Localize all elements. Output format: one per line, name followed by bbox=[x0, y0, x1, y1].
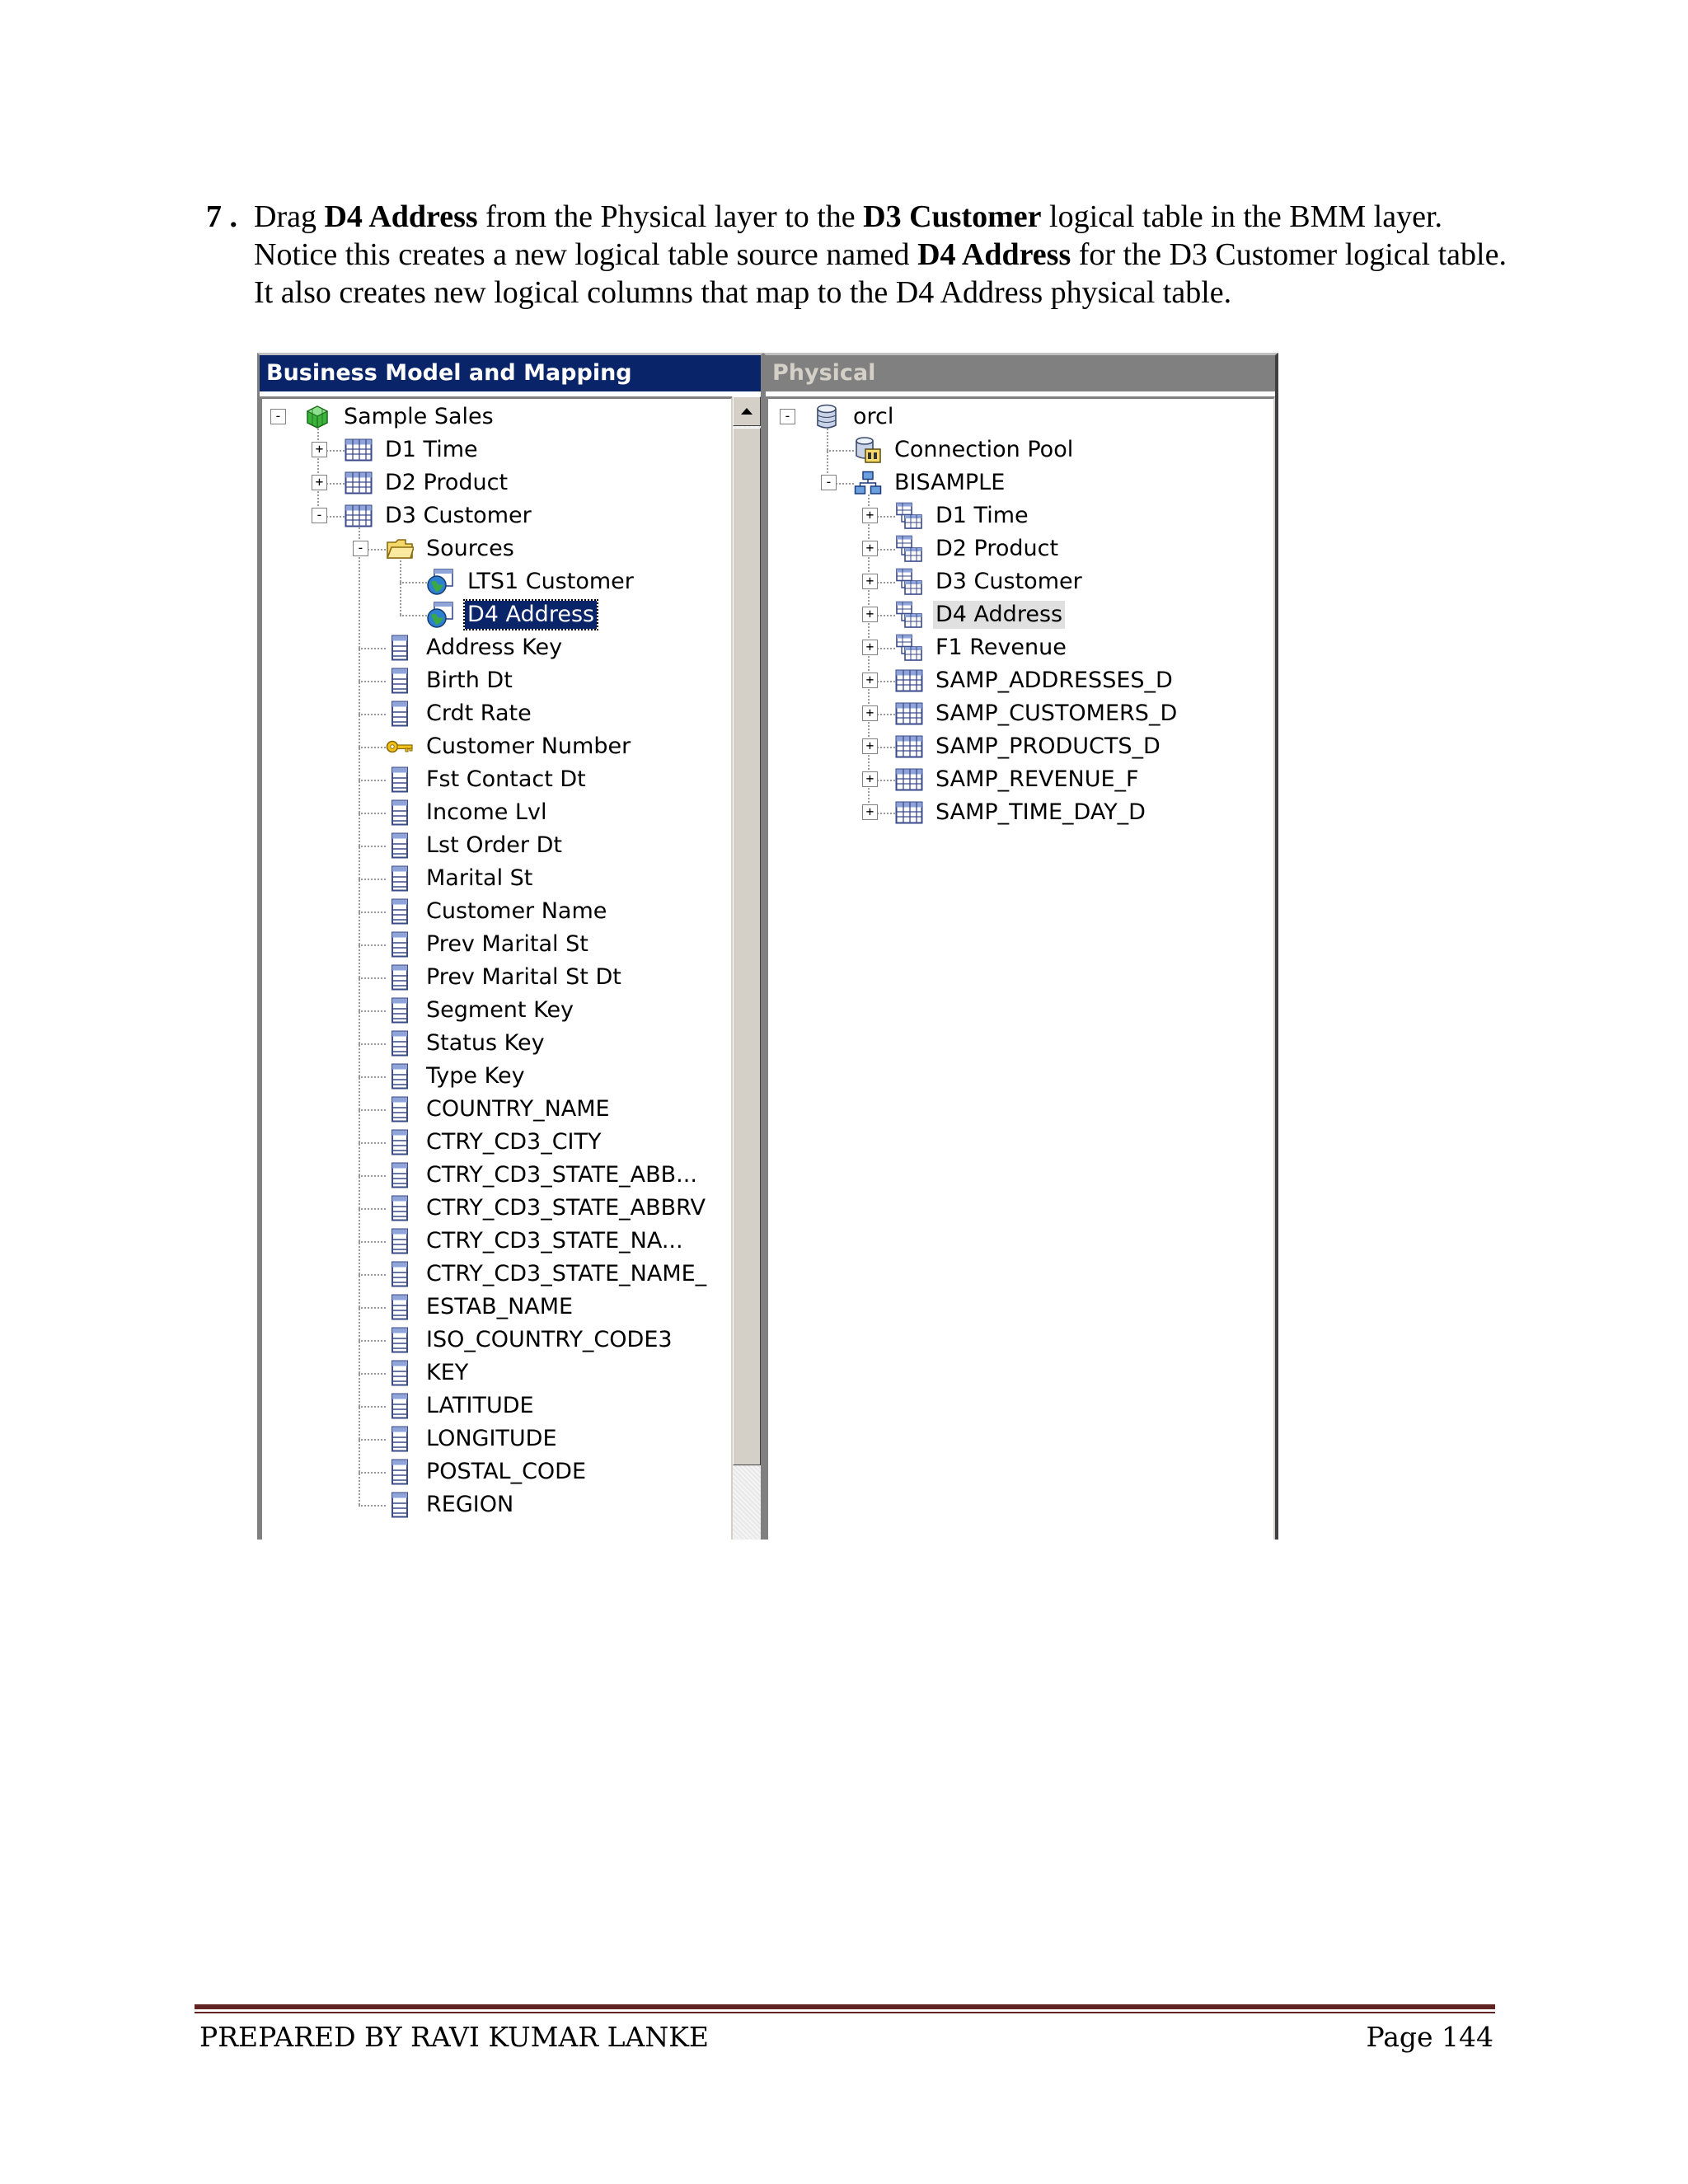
bmm-tree-item-label: Birth Dt bbox=[426, 668, 513, 693]
physical-tree-item-label: BISAMPLE bbox=[894, 470, 1006, 495]
bmm-tree-item-label: Type Key bbox=[426, 1063, 525, 1089]
step-text-run: Drag bbox=[254, 199, 325, 234]
physical-tree-item[interactable] bbox=[895, 697, 1179, 730]
collapse-icon[interactable]: - bbox=[312, 508, 327, 523]
connection-pool-icon bbox=[854, 436, 882, 464]
bmm-tree-item[interactable] bbox=[427, 598, 597, 631]
tree-connector bbox=[359, 681, 386, 682]
bmm-tree-item-label: D3 Customer bbox=[385, 503, 532, 528]
bmm-tree-item[interactable] bbox=[386, 1060, 528, 1093]
column-icon bbox=[386, 1491, 414, 1519]
tree-connector bbox=[359, 912, 386, 913]
step-text-run: for the D3 Customer logical table. It also creates new logical columns that map to the D4 Address physical table. bbox=[254, 237, 1507, 310]
step-text-run: logical table in the BMM layer. Notice this creates a new logical table source named bbox=[254, 199, 1443, 272]
physical-tree-item-label: SAMP_CUSTOMERS_D bbox=[935, 701, 1178, 726]
scroll-up-button[interactable] bbox=[733, 396, 761, 426]
bmm-tree-item[interactable] bbox=[386, 1291, 575, 1324]
bmm-tree-item-label: Prev Marital St Dt bbox=[426, 964, 621, 990]
bmm-tree-item[interactable] bbox=[386, 1126, 604, 1159]
logical-table-icon bbox=[345, 436, 373, 464]
tree-connector bbox=[359, 1505, 386, 1507]
bmm-tree-item[interactable] bbox=[386, 829, 565, 862]
bmm-tree-item[interactable] bbox=[386, 1093, 612, 1126]
bmm-tree-item-label: Customer Name bbox=[426, 898, 607, 924]
bmm-tree-item-label: D1 Time bbox=[385, 437, 478, 462]
column-icon bbox=[386, 667, 414, 695]
physical-tree-item-label: D1 Time bbox=[935, 503, 1029, 528]
collapse-icon[interactable]: - bbox=[780, 409, 795, 424]
column-icon bbox=[386, 634, 414, 662]
column-icon bbox=[386, 1194, 414, 1222]
bmm-tree-item-label: POSTAL_CODE bbox=[426, 1459, 587, 1484]
folder-icon bbox=[386, 535, 414, 563]
bmm-tree-item-label: Lst Order Dt bbox=[426, 832, 562, 858]
tree-connector bbox=[400, 582, 427, 583]
bmm-tree-item-label: CTRY_CD3_STATE_ABBRV bbox=[426, 1195, 706, 1221]
physical-tree-item-label: D4 Address bbox=[933, 601, 1065, 629]
table-source-icon bbox=[427, 568, 455, 596]
bmm-pane bbox=[257, 353, 763, 1540]
physical-tree-item-label: orcl bbox=[853, 404, 894, 429]
expand-icon[interactable]: + bbox=[862, 771, 878, 787]
physical-tree-item[interactable] bbox=[895, 565, 1085, 598]
bmm-tree-item-label: REGION bbox=[426, 1492, 514, 1517]
footer-author: PREPARED BY RAVI KUMAR LANKE bbox=[199, 2021, 709, 2053]
bmm-scrollbar[interactable] bbox=[732, 396, 761, 1540]
bmm-tree-item[interactable] bbox=[386, 664, 515, 697]
alias-table-icon bbox=[895, 568, 923, 596]
bmm-tree-item-label: LATITUDE bbox=[426, 1393, 534, 1418]
physical-table-icon bbox=[895, 700, 923, 728]
bmm-tree-item-label: CTRY_CD3_CITY bbox=[426, 1129, 602, 1155]
bmm-tree-item-label: CTRY_CD3_STATE_NAME_ bbox=[426, 1261, 707, 1286]
column-icon bbox=[386, 700, 414, 728]
logical-table-icon bbox=[345, 502, 373, 530]
bmm-tree-item-label: Crdt Rate bbox=[426, 701, 532, 726]
column-icon bbox=[386, 930, 414, 958]
tree-connector bbox=[359, 1340, 386, 1342]
tree-connector bbox=[359, 1406, 386, 1408]
physical-tree-item-label: SAMP_PRODUCTS_D bbox=[935, 733, 1160, 759]
column-icon bbox=[386, 1260, 414, 1288]
expand-icon[interactable]: + bbox=[862, 508, 878, 523]
bmm-tree-item[interactable] bbox=[386, 1324, 675, 1357]
column-icon bbox=[386, 799, 414, 827]
bmm-tree-item[interactable] bbox=[386, 928, 591, 961]
column-icon bbox=[386, 832, 414, 860]
tree-connector bbox=[359, 846, 386, 847]
physical-tree-item[interactable] bbox=[854, 434, 1076, 466]
physical-pane bbox=[763, 353, 1278, 1540]
tree-connector bbox=[359, 1142, 386, 1144]
physical-table-icon bbox=[895, 733, 923, 761]
tree-connector bbox=[359, 780, 386, 781]
key-icon bbox=[386, 733, 414, 761]
bmm-tree-item-label: D2 Product bbox=[385, 470, 509, 495]
bmm-tree-item-label: Customer Number bbox=[426, 733, 631, 759]
expand-icon[interactable]: + bbox=[862, 541, 878, 556]
physical-tree-item[interactable] bbox=[813, 401, 896, 434]
physical-tree-item[interactable] bbox=[895, 763, 1142, 796]
step-text-run: from the Physical layer to the bbox=[477, 199, 864, 234]
column-icon bbox=[386, 1095, 414, 1123]
tree-connector bbox=[359, 747, 386, 748]
bmm-tree-item[interactable] bbox=[386, 796, 549, 829]
column-icon bbox=[386, 766, 414, 794]
bmm-tree-item-label: Address Key bbox=[426, 635, 563, 660]
bmm-tree-item-label: COUNTRY_NAME bbox=[426, 1096, 610, 1122]
expand-icon[interactable]: + bbox=[312, 442, 327, 457]
physical-tree-item[interactable] bbox=[895, 532, 1061, 565]
tree-connector bbox=[359, 714, 386, 715]
step-text-bold: D4 Address bbox=[917, 237, 1071, 272]
column-icon bbox=[386, 1425, 414, 1453]
business-model-icon bbox=[303, 403, 331, 431]
expand-icon[interactable]: + bbox=[862, 640, 878, 655]
physical-tree-item-label: D3 Customer bbox=[935, 569, 1082, 594]
column-icon bbox=[386, 1326, 414, 1354]
column-icon bbox=[386, 1227, 414, 1255]
bmm-tree-item-label: Income Lvl bbox=[426, 799, 547, 825]
tree-connector bbox=[359, 1208, 386, 1210]
tree-connector bbox=[359, 977, 386, 979]
bmm-tree-item[interactable] bbox=[386, 961, 624, 994]
column-icon bbox=[386, 1359, 414, 1387]
column-icon bbox=[386, 1458, 414, 1486]
column-icon bbox=[386, 865, 414, 893]
arrow-up-icon bbox=[740, 407, 753, 415]
scroll-thumb[interactable] bbox=[733, 428, 761, 1465]
bmm-tree-item[interactable] bbox=[386, 994, 576, 1027]
bmm-tree-item[interactable] bbox=[386, 1390, 537, 1422]
bmm-tree-item[interactable] bbox=[386, 763, 588, 796]
bmm-tree-item[interactable] bbox=[386, 1455, 588, 1488]
column-icon bbox=[386, 1062, 414, 1090]
tree-connector bbox=[359, 813, 386, 814]
column-icon bbox=[386, 1161, 414, 1189]
tree-connector bbox=[359, 1010, 386, 1012]
bmm-tree-item[interactable] bbox=[386, 1192, 708, 1225]
bmm-tree-item[interactable] bbox=[345, 499, 534, 532]
tree-connector bbox=[359, 1043, 386, 1045]
alias-table-icon bbox=[895, 634, 923, 662]
tree-connector bbox=[359, 648, 386, 649]
bmm-tree-item[interactable] bbox=[386, 730, 633, 763]
bmm-tree-item-label: D4 Address bbox=[465, 601, 597, 629]
expand-icon[interactable]: + bbox=[862, 607, 878, 622]
bmm-tree-item-label: Prev Marital St bbox=[426, 931, 588, 957]
bmm-tree-item-label: Marital St bbox=[426, 865, 533, 891]
collapse-icon[interactable]: - bbox=[270, 409, 286, 424]
bmm-tree-item-label: CTRY_CD3_STATE_NA... bbox=[426, 1228, 683, 1254]
physical-tree-item[interactable] bbox=[854, 466, 1007, 499]
bmm-tree-item[interactable] bbox=[386, 1027, 547, 1060]
bmm-tree-item[interactable] bbox=[386, 1488, 516, 1521]
tree-connector bbox=[359, 1109, 386, 1111]
bmm-tree bbox=[260, 396, 733, 1540]
alias-table-icon bbox=[895, 502, 923, 530]
physical-tree-item-label: SAMP_REVENUE_F bbox=[935, 766, 1139, 792]
physical-tree-item-label: SAMP_ADDRESSES_D bbox=[935, 668, 1173, 693]
bmm-tree-item[interactable] bbox=[386, 1357, 471, 1390]
bmm-pane-title: Business Model and Mapping bbox=[260, 355, 761, 391]
expand-icon[interactable]: + bbox=[862, 804, 878, 820]
tree-connector bbox=[400, 615, 427, 616]
bmm-tree-item-label: LONGITUDE bbox=[426, 1426, 557, 1451]
step-paragraph bbox=[206, 198, 1533, 312]
tree-connector bbox=[359, 1307, 386, 1309]
tree-connector bbox=[359, 1472, 386, 1474]
bmm-tree-item[interactable] bbox=[386, 862, 535, 895]
expand-icon[interactable]: + bbox=[312, 475, 327, 490]
physical-tree-item-label: F1 Revenue bbox=[935, 635, 1067, 660]
column-icon bbox=[386, 996, 414, 1024]
column-icon bbox=[386, 1128, 414, 1156]
expand-icon[interactable]: + bbox=[862, 738, 878, 754]
column-icon bbox=[386, 898, 414, 926]
logical-table-icon bbox=[345, 469, 373, 497]
physical-tree-item-label: D2 Product bbox=[935, 536, 1059, 561]
physical-tree bbox=[766, 396, 1275, 1540]
bmm-tree-item[interactable] bbox=[303, 401, 496, 434]
bmm-tree-item-label: Sources bbox=[426, 536, 514, 561]
physical-tree-item[interactable] bbox=[895, 730, 1163, 763]
alias-table-icon bbox=[895, 535, 923, 563]
bmm-tree-item[interactable] bbox=[386, 631, 565, 664]
bmm-tree-item[interactable] bbox=[345, 466, 510, 499]
step-text-bold: D4 Address bbox=[324, 199, 478, 234]
tree-connector bbox=[359, 1274, 386, 1276]
tree-connector bbox=[359, 1241, 386, 1243]
bmm-tree-item[interactable] bbox=[386, 1258, 709, 1291]
footer-page-number: Page 144 bbox=[1366, 2021, 1493, 2053]
physical-tree-item[interactable] bbox=[895, 631, 1069, 664]
step-number: 7 . bbox=[206, 199, 237, 234]
bmm-tree-item[interactable] bbox=[386, 895, 609, 928]
admin-tool-screenshot bbox=[257, 353, 1273, 1537]
bmm-tree-item[interactable] bbox=[386, 1159, 700, 1192]
physical-pane-title: Physical bbox=[766, 355, 1275, 391]
step-text-bold: D3 Customer bbox=[863, 199, 1042, 234]
bmm-tree-item[interactable] bbox=[427, 565, 636, 598]
physical-tree-item-label: SAMP_TIME_DAY_D bbox=[935, 799, 1146, 825]
physical-table-icon bbox=[895, 799, 923, 827]
physical-table-icon bbox=[895, 766, 923, 794]
table-source-icon bbox=[427, 601, 455, 629]
footer-rule-thin bbox=[195, 2012, 1495, 2013]
column-icon bbox=[386, 963, 414, 991]
tree-connector bbox=[359, 944, 386, 946]
column-icon bbox=[386, 1392, 414, 1420]
bmm-tree-item-label: LTS1 Customer bbox=[467, 569, 634, 594]
expand-icon[interactable]: + bbox=[862, 574, 878, 589]
physical-tree-item[interactable] bbox=[895, 598, 1065, 631]
bmm-tree-item[interactable] bbox=[386, 1422, 560, 1455]
collapse-icon[interactable]: - bbox=[353, 541, 368, 556]
physical-tree-item[interactable] bbox=[895, 664, 1175, 697]
step-text bbox=[254, 198, 1533, 312]
tree-connector bbox=[359, 879, 386, 880]
bmm-tree-item-label: Segment Key bbox=[426, 997, 574, 1023]
bmm-tree-item-label: ISO_COUNTRY_CODE3 bbox=[426, 1327, 673, 1352]
expand-icon[interactable]: + bbox=[862, 673, 878, 688]
column-icon bbox=[386, 1029, 414, 1057]
bmm-tree-item-label: ESTAB_NAME bbox=[426, 1294, 574, 1319]
expand-icon[interactable]: + bbox=[862, 705, 878, 721]
column-icon bbox=[386, 1293, 414, 1321]
physical-tree-item[interactable] bbox=[895, 499, 1031, 532]
bmm-tree-item[interactable] bbox=[386, 532, 517, 565]
physical-tree-item-label: Connection Pool bbox=[894, 437, 1074, 462]
tree-connector bbox=[827, 450, 854, 452]
schema-icon bbox=[854, 469, 882, 497]
bmm-tree-item-label: Status Key bbox=[426, 1030, 545, 1056]
bmm-tree-item[interactable] bbox=[386, 697, 534, 730]
bmm-tree-item-label: Sample Sales bbox=[344, 404, 494, 429]
footer-rule bbox=[195, 2004, 1495, 2009]
collapse-icon[interactable]: - bbox=[821, 475, 837, 490]
alias-table-icon bbox=[895, 601, 923, 629]
tree-connector bbox=[359, 1076, 386, 1078]
bmm-tree-item[interactable] bbox=[386, 1225, 686, 1258]
bmm-tree-item-label: KEY bbox=[426, 1360, 469, 1385]
database-icon bbox=[813, 403, 841, 431]
tree-connector bbox=[359, 527, 360, 1505]
tree-connector bbox=[359, 1373, 386, 1375]
tree-connector bbox=[359, 1175, 386, 1177]
physical-tree-item[interactable] bbox=[895, 796, 1148, 829]
bmm-tree-item-label: CTRY_CD3_STATE_ABB... bbox=[426, 1162, 697, 1188]
tree-connector bbox=[359, 1439, 386, 1441]
bmm-tree-item-label: Fst Contact Dt bbox=[426, 766, 586, 792]
bmm-tree-item[interactable] bbox=[345, 434, 481, 466]
physical-table-icon bbox=[895, 667, 923, 695]
tree-connector bbox=[400, 560, 401, 615]
